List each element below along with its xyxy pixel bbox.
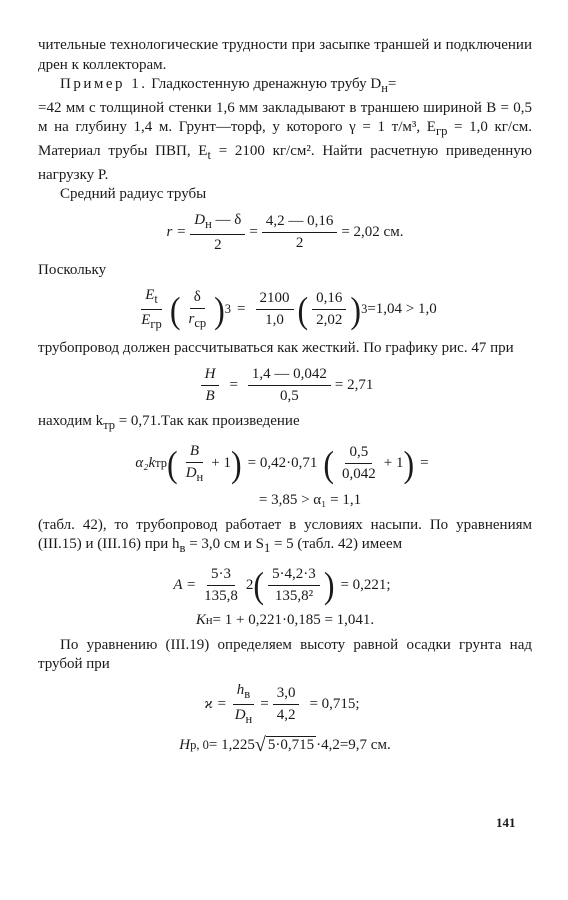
paragraph-rigid: трубопровод должен рассчитываться как жесткий. По графику рис. 47 при	[38, 340, 514, 357]
equation-radius: r = $\frac{D_н — \delta}{2}$ = $\frac{4,2 — 0,16}{2}$ = 2,02 см.	[166, 211, 404, 253]
equation-K: K н = 1 + 0,221·0,185 = 1,041.	[195, 611, 375, 628]
equation-A: A = $\frac{5\cdot 3}{135,8}$ 2 ( $\frac{5\cdot 4,2\cdot 3}{\text{135,8²}}$ ) = 0,221;	[173, 564, 391, 606]
eq2-frac-c: $\frac{2100}{1,0}$	[256, 290, 294, 329]
eq2-rhs: =1,04 > 1,0	[367, 301, 437, 318]
eq5-frac-1: $\frac{5\cdot 3}{135,8}$	[204, 565, 238, 604]
equation-kappa: ϰ = $\frac{h_в}{D_н}$ = $\frac{3,0}{4,2}$ = 0,715;	[204, 681, 360, 726]
equation-H: H р, 0 = 1,225 √ 5·0,715 ·4,2=9,7 см.	[179, 733, 391, 756]
paragraph-since: Поскольку	[38, 261, 107, 278]
eq7-frac-2: $\frac{3,0}{4,2}$	[273, 685, 300, 724]
paragraph-find-k: находим $k_{тр} = 0,71.Так$ как произведение	[38, 412, 300, 432]
eq2-frac-a: $\frac{E_t}{E_{гр}}$	[141, 287, 162, 332]
eq1-frac-1: $\frac{D_н — \delta}{2}$	[190, 212, 245, 254]
paragraph-example: Пример 1. Гладкостенную дренажную трубу $D_н=$ =42 мм с толщиной стенки 1,6 мм закладывают в траншею шириной B = 0,5 м на глубину 1,4 м. Грунт—торф, у которого γ = 1 т/м³, $E_{гр} = 1,0$ кг/см. Материал трубы ПВП, $E_t = 2100$ кг/см². Найти расчетную приведенную нагрузку P.	[38, 76, 532, 183]
example-text-3: = 1,0 кг/см. Материал трубы ПВП, E	[38, 119, 532, 159]
eq3-frac-2: $\frac{1,4 — 0,042}{0,5}$	[248, 366, 331, 405]
eq5-frac-2: $\frac{5\cdot 4,2\cdot 3}{\text{135,8²}}$	[268, 566, 320, 605]
paragraph-settlement: По уравнению (III.19) определяем высоту равной осадки грунта над трубой при	[38, 636, 532, 673]
eq3-rhs: = 2,71	[334, 376, 374, 393]
equation-stiffness: $\frac{E_t}{E_{гр}}$ ( $\frac{\delta}{r_{ср}}$ ) 3 = $\frac{2100}{1,0}$ ( $\frac{0,16}{2,02}$ ) 3 =1,04 > 1,0	[38, 287, 532, 332]
eq2-frac-d: $\frac{0,16}{2,02}$	[312, 290, 346, 329]
paragraph-intro: чительные технологические трудности при засыпке траншей и подключении дрен к коллекторам.	[38, 37, 532, 73]
example-text-4: = 2100 кг/см². Найти расчетную приведенную нагрузку P.	[38, 142, 532, 183]
eq1-lhs: r =	[166, 224, 187, 241]
equation-ratio: $\frac{H}{B}$ = $\frac{1,4 — 0,042}{0,5}$ = 2,71	[38, 366, 532, 405]
eq7-frac-1: $\frac{h_в}{D_н}$	[234, 681, 253, 726]
eq1-frac-2: $\frac{4,2 — 0,16}{2}$	[262, 213, 338, 252]
equation-product: α₂k тр ( $\frac{B}{D_н}$ + 1 ) = 0,42·0,71 ( $\frac{0,5}{0,042}$ + 1 ) =	[135, 442, 429, 485]
example-label: Пример 1.	[60, 76, 148, 93]
eq1-rhs: = 2,02 см.	[341, 224, 404, 241]
paragraph-embankment: (табл. 42), то трубопровод работает в условиях насыпи. По уравнениям (III.15) и (III.16) при $h_в = 3,0$ см и $S_1 = 5$ (табл. 42) имеем	[38, 516, 532, 556]
example-text-1: Гладкостенную дренажную трубу D	[147, 76, 382, 93]
eq2-frac-b: $\frac{\delta}{r_{ср}}$	[188, 288, 207, 330]
eq4-frac-b: $\frac{0,5}{0,042}$	[341, 444, 376, 483]
equation-product-line2: = 3,85 > α₁ = 1,1	[258, 491, 362, 508]
eq4-frac-a: $\frac{B}{D_н}$	[185, 442, 204, 484]
page-number: 141	[496, 815, 516, 830]
paragraph-radius: Средний радиус трубы	[60, 186, 207, 203]
example-text-2: 42 мм с толщиной стенки 1,6 мм закладывают в траншею шириной B = 0,5 м на глубину 1,4 м. Грунт—торф, у которого γ = 1 т/м³, E	[38, 99, 532, 136]
eq3-frac-1: $\frac{H}{B}$	[201, 366, 220, 405]
